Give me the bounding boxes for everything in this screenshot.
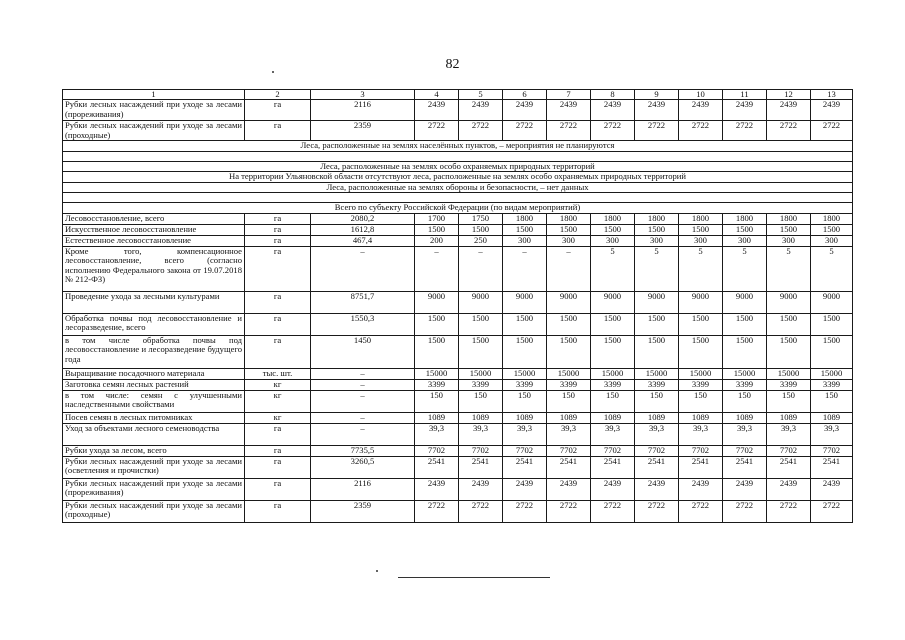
table-row: [63, 225, 853, 236]
unit-cell: кг: [245, 380, 311, 391]
section-title: Леса, расположенные на землях обороны и безопасности, – нет данных: [63, 182, 853, 192]
value-cell: –: [415, 247, 459, 292]
value-cell: 1500: [415, 225, 459, 236]
base-value-cell: 2359: [311, 121, 415, 141]
header-cell: 6: [503, 90, 547, 100]
row-name: в том числе: семян с улучшенными наследственными свойствами: [63, 391, 245, 413]
value-cell: 1800: [723, 214, 767, 225]
value-cell: 9000: [767, 292, 811, 314]
unit-cell: га: [245, 424, 311, 446]
base-value-cell: 7735,5: [311, 446, 415, 457]
value-cell: 2722: [635, 501, 679, 523]
footer-rule: [398, 577, 550, 578]
value-cell: 1500: [767, 314, 811, 336]
value-cell: 39,3: [679, 424, 723, 446]
value-cell: 2722: [591, 121, 635, 141]
table-row: [63, 336, 853, 369]
value-cell: 39,3: [415, 424, 459, 446]
value-cell: 2439: [679, 479, 723, 501]
value-cell: 2722: [591, 501, 635, 523]
value-cell: 15000: [591, 369, 635, 380]
value-cell: 150: [591, 391, 635, 413]
row-name: Рубки лесных насаждений при уходе за лесами (проходные): [63, 121, 245, 141]
value-cell: 2439: [767, 479, 811, 501]
section-title: На территории Ульяновской области отсутствуют леса, расположенные на землях особо охраняемых природных территорий: [63, 172, 853, 182]
row-name: Естественное лесовосстановление: [63, 236, 245, 247]
value-cell: 2439: [811, 100, 853, 121]
value-cell: 1500: [547, 336, 591, 369]
value-cell: 15000: [767, 369, 811, 380]
table-body: [63, 90, 853, 523]
value-cell: 1500: [591, 336, 635, 369]
section-row: [63, 172, 853, 182]
header-cell: 10: [679, 90, 723, 100]
value-cell: 15000: [547, 369, 591, 380]
row-name: Рубки ухода за лесом, всего: [63, 446, 245, 457]
value-cell: 7702: [679, 446, 723, 457]
header-cell: 4: [415, 90, 459, 100]
unit-cell: га: [245, 121, 311, 141]
value-cell: 3399: [635, 380, 679, 391]
value-cell: 2722: [635, 121, 679, 141]
value-cell: 300: [723, 236, 767, 247]
value-cell: 9000: [503, 292, 547, 314]
value-cell: 2541: [723, 457, 767, 479]
unit-cell: га: [245, 214, 311, 225]
unit-cell: га: [245, 247, 311, 292]
value-cell: 7702: [723, 446, 767, 457]
base-value-cell: 2116: [311, 100, 415, 121]
value-cell: 2722: [767, 121, 811, 141]
value-cell: 5: [811, 247, 853, 292]
unit-cell: га: [245, 479, 311, 501]
value-cell: 300: [811, 236, 853, 247]
scan-speck: [376, 570, 378, 572]
value-cell: 1800: [503, 214, 547, 225]
value-cell: 1500: [679, 314, 723, 336]
value-cell: 39,3: [811, 424, 853, 446]
value-cell: 150: [767, 391, 811, 413]
value-cell: 2541: [503, 457, 547, 479]
unit-cell: га: [245, 100, 311, 121]
value-cell: 2541: [811, 457, 853, 479]
header-cell: 3: [311, 90, 415, 100]
value-cell: 15000: [723, 369, 767, 380]
base-value-cell: 1612,8: [311, 225, 415, 236]
value-cell: 2541: [635, 457, 679, 479]
value-cell: 7702: [415, 446, 459, 457]
table-row: [63, 214, 853, 225]
header-cell: 13: [811, 90, 853, 100]
value-cell: 2722: [547, 121, 591, 141]
value-cell: 15000: [503, 369, 547, 380]
base-value-cell: –: [311, 380, 415, 391]
row-name: Уход за объектами лесного семеноводства: [63, 424, 245, 446]
header-cell: 1: [63, 90, 245, 100]
base-value-cell: –: [311, 247, 415, 292]
value-cell: 1500: [679, 336, 723, 369]
row-name: Посев семян в лесных питомниках: [63, 413, 245, 424]
value-cell: 150: [679, 391, 723, 413]
value-cell: 2439: [547, 479, 591, 501]
value-cell: 1500: [415, 336, 459, 369]
value-cell: 9000: [679, 292, 723, 314]
value-cell: 250: [459, 236, 503, 247]
value-cell: 300: [679, 236, 723, 247]
table-row: [63, 446, 853, 457]
base-value-cell: 467,4: [311, 236, 415, 247]
row-name: Выращивание посадочного материала: [63, 369, 245, 380]
section-title: Леса, расположенные на землях населённых пунктов, – мероприятия не планируются: [63, 141, 853, 151]
unit-cell: га: [245, 336, 311, 369]
header-cell: 7: [547, 90, 591, 100]
value-cell: 1089: [459, 413, 503, 424]
value-cell: 2722: [415, 121, 459, 141]
value-cell: 5: [635, 247, 679, 292]
value-cell: 1800: [811, 214, 853, 225]
row-name: Рубки лесных насаждений при уходе за лесами (прореживания): [63, 100, 245, 121]
value-cell: 2439: [591, 100, 635, 121]
value-cell: 15000: [459, 369, 503, 380]
section-row: [63, 161, 853, 171]
value-cell: 7702: [591, 446, 635, 457]
value-cell: 39,3: [503, 424, 547, 446]
value-cell: 1500: [503, 314, 547, 336]
value-cell: 7702: [503, 446, 547, 457]
value-cell: 7702: [635, 446, 679, 457]
table-row: [63, 424, 853, 446]
value-cell: 3399: [767, 380, 811, 391]
page-number: 82: [445, 57, 460, 72]
row-name: в том числе обработка почвы под лесовосстановление и лесоразведение будущего года: [63, 336, 245, 369]
value-cell: 150: [459, 391, 503, 413]
value-cell: 2541: [679, 457, 723, 479]
value-cell: 9000: [415, 292, 459, 314]
value-cell: 3399: [591, 380, 635, 391]
value-cell: 2439: [767, 100, 811, 121]
value-cell: 2722: [459, 501, 503, 523]
unit-cell: га: [245, 457, 311, 479]
section-title: Леса, расположенные на землях особо охраняемых природных территорий: [63, 161, 853, 171]
value-cell: –: [459, 247, 503, 292]
value-cell: 300: [767, 236, 811, 247]
empty-row: [63, 193, 853, 203]
base-value-cell: 2359: [311, 501, 415, 523]
value-cell: 2722: [679, 121, 723, 141]
value-cell: 7702: [767, 446, 811, 457]
forestry-activities-table: [62, 89, 853, 523]
value-cell: 1500: [767, 225, 811, 236]
value-cell: 2439: [811, 479, 853, 501]
value-cell: 2722: [679, 501, 723, 523]
value-cell: 1089: [415, 413, 459, 424]
value-cell: 1500: [459, 314, 503, 336]
table-row: [63, 100, 853, 121]
value-cell: 1800: [679, 214, 723, 225]
value-cell: 3399: [503, 380, 547, 391]
value-cell: 1089: [591, 413, 635, 424]
value-cell: 1500: [635, 225, 679, 236]
value-cell: 1089: [547, 413, 591, 424]
value-cell: 1089: [723, 413, 767, 424]
value-cell: 2722: [767, 501, 811, 523]
value-cell: 3399: [723, 380, 767, 391]
row-name: Рубки лесных насаждений при уходе за лесами (прореживания): [63, 479, 245, 501]
value-cell: 2722: [547, 501, 591, 523]
table-row: [63, 121, 853, 141]
table-header-row: [63, 90, 853, 100]
value-cell: 3399: [811, 380, 853, 391]
value-cell: 1500: [415, 314, 459, 336]
value-cell: 150: [811, 391, 853, 413]
header-cell: 2: [245, 90, 311, 100]
value-cell: 300: [591, 236, 635, 247]
value-cell: 39,3: [547, 424, 591, 446]
unit-cell: кг: [245, 413, 311, 424]
value-cell: 2722: [459, 121, 503, 141]
value-cell: 2439: [547, 100, 591, 121]
header-cell: 5: [459, 90, 503, 100]
value-cell: 150: [547, 391, 591, 413]
value-cell: 1500: [459, 336, 503, 369]
value-cell: 2439: [723, 479, 767, 501]
header-cell: 9: [635, 90, 679, 100]
value-cell: 2439: [679, 100, 723, 121]
value-cell: 5: [679, 247, 723, 292]
base-value-cell: –: [311, 369, 415, 380]
section-row: [63, 203, 853, 214]
table-row: [63, 314, 853, 336]
value-cell: 1700: [415, 214, 459, 225]
value-cell: 1500: [591, 225, 635, 236]
table-row: [63, 292, 853, 314]
value-cell: –: [547, 247, 591, 292]
value-cell: 9000: [591, 292, 635, 314]
value-cell: 1500: [679, 225, 723, 236]
section-title: Всего по субъекту Российской Федерации (по видам мероприятий): [63, 203, 853, 214]
base-value-cell: 2080,2: [311, 214, 415, 225]
value-cell: 1089: [679, 413, 723, 424]
row-name: Искусственное лесовосстановление: [63, 225, 245, 236]
value-cell: 15000: [635, 369, 679, 380]
table-row: [63, 413, 853, 424]
unit-cell: га: [245, 501, 311, 523]
base-value-cell: 8751,7: [311, 292, 415, 314]
section-row: [63, 141, 853, 151]
base-value-cell: 1550,3: [311, 314, 415, 336]
value-cell: 15000: [811, 369, 853, 380]
value-cell: 1500: [547, 314, 591, 336]
unit-cell: тыс. шт.: [245, 369, 311, 380]
value-cell: 2722: [415, 501, 459, 523]
value-cell: 39,3: [459, 424, 503, 446]
base-value-cell: 3260,5: [311, 457, 415, 479]
row-name: Рубки лесных насаждений при уходе за лесами (проходные): [63, 501, 245, 523]
row-name: Заготовка семян лесных растений: [63, 380, 245, 391]
value-cell: 150: [415, 391, 459, 413]
value-cell: 1500: [811, 314, 853, 336]
value-cell: 1500: [503, 225, 547, 236]
value-cell: 15000: [415, 369, 459, 380]
unit-cell: га: [245, 446, 311, 457]
table-row: [63, 391, 853, 413]
value-cell: 3399: [459, 380, 503, 391]
value-cell: 150: [723, 391, 767, 413]
value-cell: 5: [591, 247, 635, 292]
value-cell: 1500: [723, 314, 767, 336]
value-cell: 300: [547, 236, 591, 247]
value-cell: 2439: [635, 479, 679, 501]
value-cell: 1500: [547, 225, 591, 236]
value-cell: 2541: [547, 457, 591, 479]
value-cell: 9000: [723, 292, 767, 314]
unit-cell: га: [245, 314, 311, 336]
value-cell: 15000: [679, 369, 723, 380]
value-cell: 1500: [767, 336, 811, 369]
header-cell: 12: [767, 90, 811, 100]
value-cell: 1750: [459, 214, 503, 225]
value-cell: 1500: [635, 314, 679, 336]
value-cell: 2541: [767, 457, 811, 479]
row-name: Проведение ухода за лесными культурами: [63, 292, 245, 314]
value-cell: 2439: [635, 100, 679, 121]
base-value-cell: –: [311, 413, 415, 424]
value-cell: 2722: [723, 501, 767, 523]
value-cell: 1500: [811, 336, 853, 369]
row-name: Обработка почвы под лесовосстановление и лесоразведение, всего: [63, 314, 245, 336]
value-cell: 3399: [547, 380, 591, 391]
header-cell: 8: [591, 90, 635, 100]
base-value-cell: 2116: [311, 479, 415, 501]
value-cell: 1089: [503, 413, 547, 424]
value-cell: 2722: [811, 501, 853, 523]
value-cell: 39,3: [635, 424, 679, 446]
row-name: Лесовосстановление, всего: [63, 214, 245, 225]
value-cell: 1800: [547, 214, 591, 225]
value-cell: 2541: [459, 457, 503, 479]
value-cell: 1500: [635, 336, 679, 369]
value-cell: 7702: [459, 446, 503, 457]
empty-row: [63, 151, 853, 161]
value-cell: 150: [503, 391, 547, 413]
base-value-cell: 1450: [311, 336, 415, 369]
value-cell: 2439: [415, 479, 459, 501]
value-cell: 2439: [459, 479, 503, 501]
value-cell: 2439: [415, 100, 459, 121]
value-cell: 2439: [459, 100, 503, 121]
value-cell: 2439: [503, 100, 547, 121]
value-cell: 1500: [811, 225, 853, 236]
value-cell: 1500: [591, 314, 635, 336]
value-cell: 2722: [811, 121, 853, 141]
value-cell: 3399: [679, 380, 723, 391]
value-cell: 7702: [811, 446, 853, 457]
value-cell: 9000: [547, 292, 591, 314]
value-cell: 1500: [723, 225, 767, 236]
value-cell: 1800: [635, 214, 679, 225]
empty-cell: [63, 151, 853, 161]
value-cell: 1800: [591, 214, 635, 225]
value-cell: 1089: [811, 413, 853, 424]
value-cell: 150: [635, 391, 679, 413]
table-row: [63, 369, 853, 380]
value-cell: 1500: [723, 336, 767, 369]
value-cell: 1089: [635, 413, 679, 424]
value-cell: 300: [635, 236, 679, 247]
table-row: [63, 457, 853, 479]
value-cell: 2722: [503, 501, 547, 523]
value-cell: 39,3: [723, 424, 767, 446]
table-row: [63, 380, 853, 391]
value-cell: 1500: [503, 336, 547, 369]
value-cell: 9000: [635, 292, 679, 314]
value-cell: 1800: [767, 214, 811, 225]
value-cell: 2439: [591, 479, 635, 501]
value-cell: 1089: [767, 413, 811, 424]
value-cell: 2439: [723, 100, 767, 121]
value-cell: 1500: [459, 225, 503, 236]
value-cell: 2541: [591, 457, 635, 479]
row-name: Рубки лесных насаждений при уходе за лесами (осветления и прочистки): [63, 457, 245, 479]
value-cell: 5: [723, 247, 767, 292]
value-cell: –: [503, 247, 547, 292]
value-cell: 300: [503, 236, 547, 247]
scan-speck: [272, 71, 274, 73]
table-row: [63, 247, 853, 292]
value-cell: 9000: [811, 292, 853, 314]
row-name: Кроме того, компенсационное лесовосстановление, всего (согласно исполнению Федерального закона от 19.07.2018 № 212-ФЗ): [63, 247, 245, 292]
unit-cell: га: [245, 236, 311, 247]
header-cell: 11: [723, 90, 767, 100]
value-cell: 7702: [547, 446, 591, 457]
value-cell: 200: [415, 236, 459, 247]
base-value-cell: –: [311, 391, 415, 413]
unit-cell: га: [245, 225, 311, 236]
value-cell: 2541: [415, 457, 459, 479]
unit-cell: кг: [245, 391, 311, 413]
value-cell: 9000: [459, 292, 503, 314]
table-row: [63, 236, 853, 247]
value-cell: 2439: [503, 479, 547, 501]
value-cell: 5: [767, 247, 811, 292]
unit-cell: га: [245, 292, 311, 314]
value-cell: 39,3: [767, 424, 811, 446]
table-row: [63, 479, 853, 501]
table-row: [63, 501, 853, 523]
base-value-cell: –: [311, 424, 415, 446]
value-cell: 2722: [723, 121, 767, 141]
section-row: [63, 182, 853, 192]
value-cell: 3399: [415, 380, 459, 391]
empty-cell: [63, 193, 853, 203]
value-cell: 39,3: [591, 424, 635, 446]
value-cell: 2722: [503, 121, 547, 141]
